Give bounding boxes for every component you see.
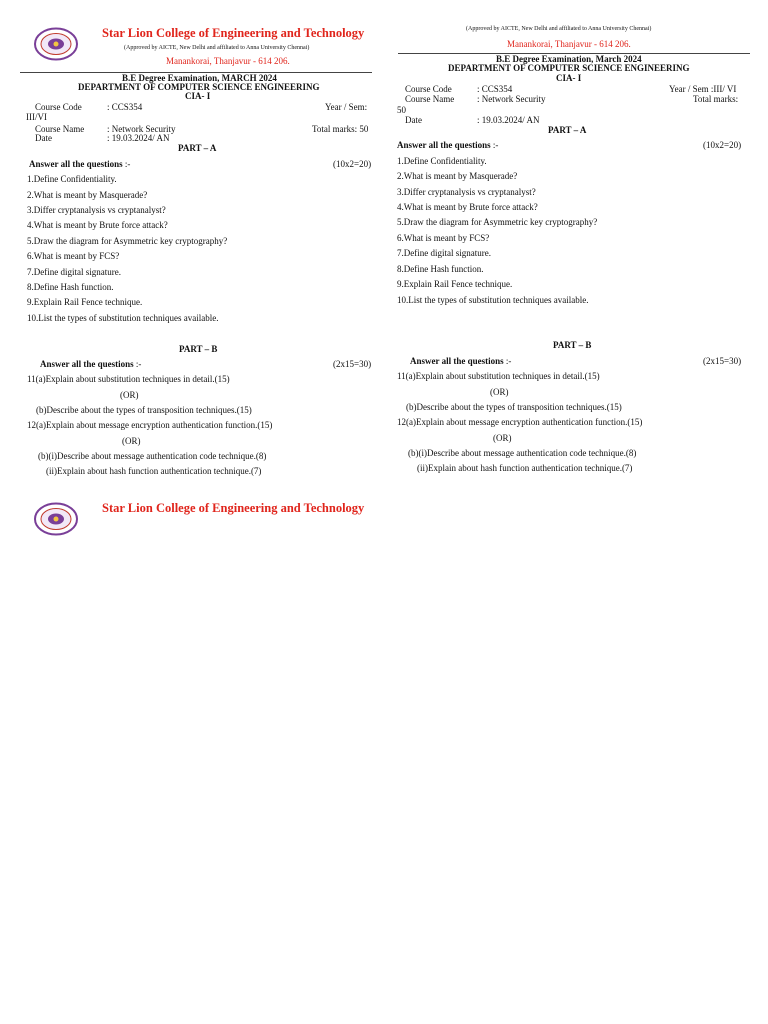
college-name: Star Lion College of Engineering and Technology [102, 26, 365, 40]
question-3: 3.Differ cryptanalysis vs cryptanalyst? [27, 205, 166, 215]
approval-note: (Approved by AICTE, New Delhi and affiliated to Anna University Chennai) [466, 26, 652, 32]
question-11b: (b)Describe about the types of transposition techniques.(15) [36, 405, 252, 415]
course-name-label: Course Name [405, 94, 455, 104]
instruction-suffix: :- [133, 359, 142, 369]
question-12b-i: (b)(i)Describe about message authentication code technique.(8) [408, 448, 637, 458]
instruction-text: Answer all the questions [29, 159, 123, 169]
question-1: 1.Define Confidentiality. [27, 174, 117, 184]
question-1: 1.Define Confidentiality. [397, 156, 487, 166]
total-marks: Total marks: 50 [312, 124, 369, 134]
part-a-instruction [397, 140, 498, 150]
college-address: Manankorai, Thanjavur - 614 206. [507, 39, 631, 49]
instruction-suffix: :- [122, 159, 131, 169]
part-b-marks: (2x15=30) [703, 356, 742, 366]
footer-college-name: Star Lion College of Engineering and Technology [102, 501, 365, 515]
instruction-suffix: :- [490, 140, 499, 150]
part-b-instruction [40, 359, 141, 369]
question-11b: (b)Describe about the types of transposition techniques.(15) [406, 402, 622, 412]
question-7: 7.Define digital signature. [397, 248, 491, 258]
part-a-instruction [29, 159, 130, 169]
question-12b-ii: (ii)Explain about hash function authentication technique.(7) [417, 463, 633, 473]
part-b-marks: (2x15=30) [333, 359, 372, 369]
part-b-heading: PART – B [553, 340, 592, 350]
question-8: 8.Define Hash function. [397, 264, 484, 274]
question-10: 10.List the types of substitution techniques available. [397, 295, 589, 305]
question-12a: 12(a)Explain about message encryption authentication function.(15) [397, 417, 643, 427]
instruction-text: Answer all the questions [410, 356, 504, 366]
or-separator: (OR) [490, 387, 509, 397]
college-seal-logo [34, 502, 78, 536]
course-code-label: Course Code [405, 84, 452, 94]
or-separator: (OR) [493, 433, 512, 443]
department-title: DEPARTMENT OF COMPUTER SCIENCE ENGINEERING [448, 63, 690, 73]
total-marks-value: 50 [397, 105, 406, 115]
question-9: 9.Explain Rail Fence technique. [397, 279, 513, 289]
date-label: Date [405, 115, 422, 125]
or-separator: (OR) [122, 436, 141, 446]
question-7: 7.Define digital signature. [27, 267, 121, 277]
question-2: 2.What is meant by Masquerade? [397, 171, 518, 181]
total-marks-label: Total marks: [693, 94, 739, 104]
part-b-heading: PART – B [179, 344, 218, 354]
approval-note: (Approved by AICTE, New Delhi and affiliated to Anna University Chennai) [124, 45, 310, 51]
question-3: 3.Differ cryptanalysis vs cryptanalyst? [397, 187, 536, 197]
year-sem-value: III/VI [26, 112, 47, 122]
exam-title: B.E Degree Examination, MARCH 2024 [122, 73, 277, 83]
part-a-heading: PART – A [178, 143, 217, 153]
question-5: 5.Draw the diagram for Asymmetric key cryptography? [397, 217, 598, 227]
question-12b-i: (b)(i)Describe about message authentication code technique.(8) [38, 451, 267, 461]
question-11a: 11(a)Explain about substitution techniques in detail.(15) [27, 374, 230, 384]
college-seal-logo [34, 27, 78, 61]
question-12b-ii: (ii)Explain about hash function authentication technique.(7) [46, 466, 262, 476]
course-name-value: : Network Security [107, 124, 176, 134]
cia-title: CIA- I [556, 73, 582, 83]
exam-title: B.E Degree Examination, March 2024 [496, 54, 642, 64]
instruction-text: Answer all the questions [397, 140, 491, 150]
course-name-value: : Network Security [477, 94, 546, 104]
year-sem: Year / Sem :III/ VI [669, 84, 737, 94]
question-6: 6.What is meant by FCS? [27, 251, 120, 261]
department-title: DEPARTMENT OF COMPUTER SCIENCE ENGINEERING [78, 82, 320, 92]
question-11a: 11(a)Explain about substitution techniques in detail.(15) [397, 371, 600, 381]
course-name-label: Course Name [35, 124, 85, 134]
question-4: 4.What is meant by Brute force attack? [397, 202, 538, 212]
question-6: 6.What is meant by FCS? [397, 233, 490, 243]
question-10: 10.List the types of substitution techniques available. [27, 313, 219, 323]
date-label: Date [35, 133, 52, 143]
college-address: Manankorai, Thanjavur - 614 206. [166, 56, 290, 66]
part-a-marks: (10x2=20) [703, 140, 742, 150]
part-a-marks: (10x2=20) [333, 159, 372, 169]
date-value: : 19.03.2024/ AN [107, 133, 170, 143]
instruction-suffix: :- [503, 356, 512, 366]
question-8: 8.Define Hash function. [27, 282, 114, 292]
part-a-heading: PART – A [548, 125, 587, 135]
question-9: 9.Explain Rail Fence technique. [27, 297, 143, 307]
date-value: : 19.03.2024/ AN [477, 115, 540, 125]
year-sem-label: Year / Sem: [325, 102, 368, 112]
course-code-value: : CCS354 [477, 84, 513, 94]
question-4: 4.What is meant by Brute force attack? [27, 220, 168, 230]
instruction-text: Answer all the questions [40, 359, 134, 369]
cia-title: CIA- I [185, 91, 211, 101]
question-2: 2.What is meant by Masquerade? [27, 190, 148, 200]
question-5: 5.Draw the diagram for Asymmetric key cryptography? [27, 236, 228, 246]
part-b-instruction [410, 356, 511, 366]
course-code-label: Course Code [35, 102, 82, 112]
or-separator: (OR) [120, 390, 139, 400]
question-12a: 12(a)Explain about message encryption authentication function.(15) [27, 420, 273, 430]
course-code-value: : CCS354 [107, 102, 143, 112]
